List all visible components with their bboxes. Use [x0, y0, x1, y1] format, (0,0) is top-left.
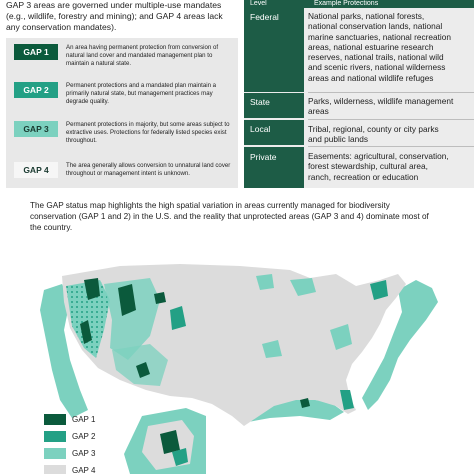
- table-line: national conservation lands, national: [308, 21, 443, 32]
- header-level: Level: [250, 0, 267, 7]
- legend-swatch: [44, 431, 66, 442]
- legend-item-gap2: [44, 431, 134, 443]
- local-protections: [308, 124, 474, 145]
- map-legend: [44, 414, 134, 474]
- private-protections: [308, 151, 474, 182]
- description-line: The GAP status map highlights the high spatial variation in areas currently managed for biodiversity: [30, 201, 390, 210]
- table-line: forest stewardship, cultural area,: [308, 161, 428, 172]
- legend-label: GAP 2: [72, 432, 96, 441]
- legend-swatch: [44, 414, 66, 425]
- intro-text: GAP 3 areas are governed under multiple-use mandates (e.g., wildlife, forestry and mining); and GAP 4 areas lack any conservation mandates).: [6, 0, 223, 32]
- gap-status-panel: [6, 38, 238, 188]
- description-line: the country.: [30, 223, 73, 232]
- table-line: and scenic rivers, national wilderness: [308, 62, 446, 73]
- gap-3-description: Permanent protections in majority, but some areas subject to extractive uses. Protections for federally listed species exist throughout.: [66, 121, 230, 145]
- row-divider: [308, 146, 474, 147]
- legend-swatch: [44, 448, 66, 459]
- state-protections: [308, 96, 474, 117]
- table-line: Parks, wilderness, wildlife management: [308, 96, 454, 106]
- gap-2-badge: GAP 2: [14, 82, 58, 98]
- table-line: marine sanctuaries, national recreation: [308, 31, 451, 42]
- gap-3-badge: GAP 3: [14, 121, 58, 137]
- gap-1-description: An area having permanent protection from conversion of natural land cover and mandated management plan to maintain a natural state.: [66, 44, 219, 68]
- table-line: and public lands: [308, 134, 368, 145]
- legend-item-gap1: [44, 414, 134, 426]
- header-example: Example Protections: [314, 0, 379, 7]
- table-line: ranch, recreation or education: [308, 171, 419, 182]
- legend-label: GAP 3: [72, 449, 96, 458]
- table-line: areas: [308, 106, 329, 117]
- gap-4-badge: GAP 4: [14, 162, 58, 178]
- table-header: [244, 0, 474, 8]
- legend-item-gap4: [44, 465, 134, 474]
- gap-1-badge: GAP 1: [14, 44, 58, 60]
- map-description: [30, 200, 460, 233]
- federal-protections: [308, 11, 474, 83]
- level-state: State: [244, 93, 304, 118]
- level-federal: Federal: [244, 8, 304, 92]
- description-line: conservation (GAP 1 and 2) in the U.S. and the reality that unprotected areas (GAP 3 and 4) dominate most of: [30, 212, 429, 221]
- table-line: Easements: agricultural, conservation,: [308, 151, 449, 161]
- table-line: National parks, national forests,: [308, 11, 425, 21]
- table-line: areas and national wildlife refuges: [308, 72, 434, 83]
- legend-swatch: [44, 465, 66, 474]
- table-line: areas, national estuarine research: [308, 41, 434, 52]
- gap-4-description: The area generally allows conversion to unnatural land cover throughout or management intent is unknown.: [66, 162, 231, 178]
- gap-2-description: Permanent protections and a mandated plan maintain a primarily natural state, but management practices may degrade quality.: [66, 82, 217, 106]
- row-divider: [308, 92, 474, 93]
- yellowstone-gap1-patch: [154, 292, 166, 304]
- legend-label: GAP 4: [72, 466, 96, 474]
- table-line: Tribal, regional, county or city parks: [308, 124, 439, 134]
- level-local: Local: [244, 120, 304, 145]
- table-line: reserves, national trails, national wild: [308, 52, 444, 63]
- legend-label: GAP 1: [72, 415, 96, 424]
- legend-item-gap3: [44, 448, 134, 460]
- level-private: Private: [244, 147, 304, 188]
- protections-table: [244, 0, 474, 188]
- row-divider: [308, 119, 474, 120]
